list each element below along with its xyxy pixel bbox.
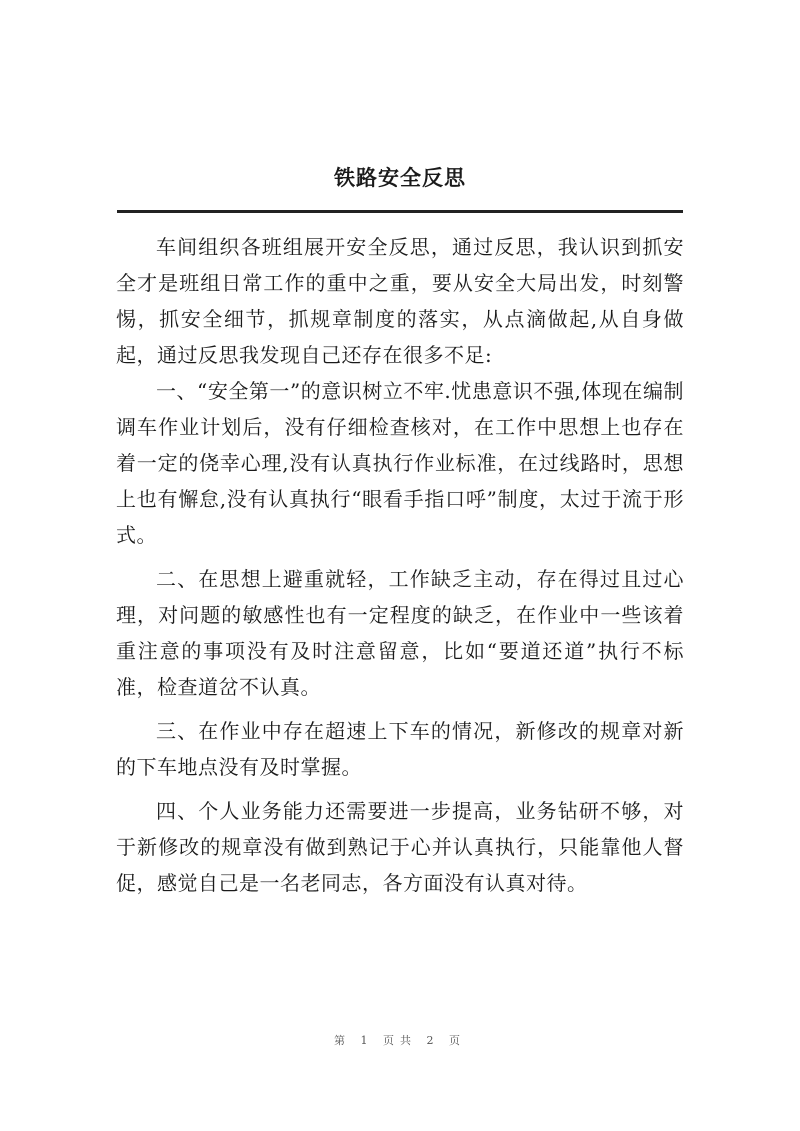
- paragraph-point-3: 三、在作业中存在超速上下车的情况，新修改的规章对新的下车地点没有及时掌握。: [116, 719, 684, 779]
- document-body: [116, 229, 684, 901]
- paragraph-intro: 车间组织各班组展开安全反思，通过反思，我认识到抓安全才是班组日常工作的重中之重，要从安全大局出发，时刻警惕，抓安全细节，抓规章制度的落实，从点滴做起,从自身做起，通过反思我发现自己还存在很多不足:: [116, 235, 684, 367]
- paragraph-point-1: 一、“安全第一”的意识树立不牢.忧患意识不强,体现在编制调车作业计划后，没有仔细检查核对，在工作中思想上也存在着一定的侥幸心理,没有认真执行作业标准，在过线路时，思想上也有懈怠,没有认真执行“眼看手指口呼”制度，太过于流于形式。: [116, 379, 684, 547]
- paragraph-point-2: 二、在思想上避重就轻，工作缺乏主动，存在得过且过心理，对问题的敏感性也有一定程度的缺乏，在作业中一些该着重注意的事项没有及时注意留意，比如“要道还道”执行不标准，检查道岔不认真。: [116, 567, 684, 699]
- document-title: 铁路安全反思: [334, 166, 466, 190]
- title-divider: [117, 210, 683, 213]
- paragraph-point-4: 四、个人业务能力还需要进一步提高，业务钻研不够，对于新修改的规章没有做到熟记于心并认真执行，只能靠他人督促，感觉自己是一名老同志，各方面没有认真对待。: [116, 799, 684, 895]
- page-number-footer: 第 1 页共 2 页: [334, 1034, 466, 1047]
